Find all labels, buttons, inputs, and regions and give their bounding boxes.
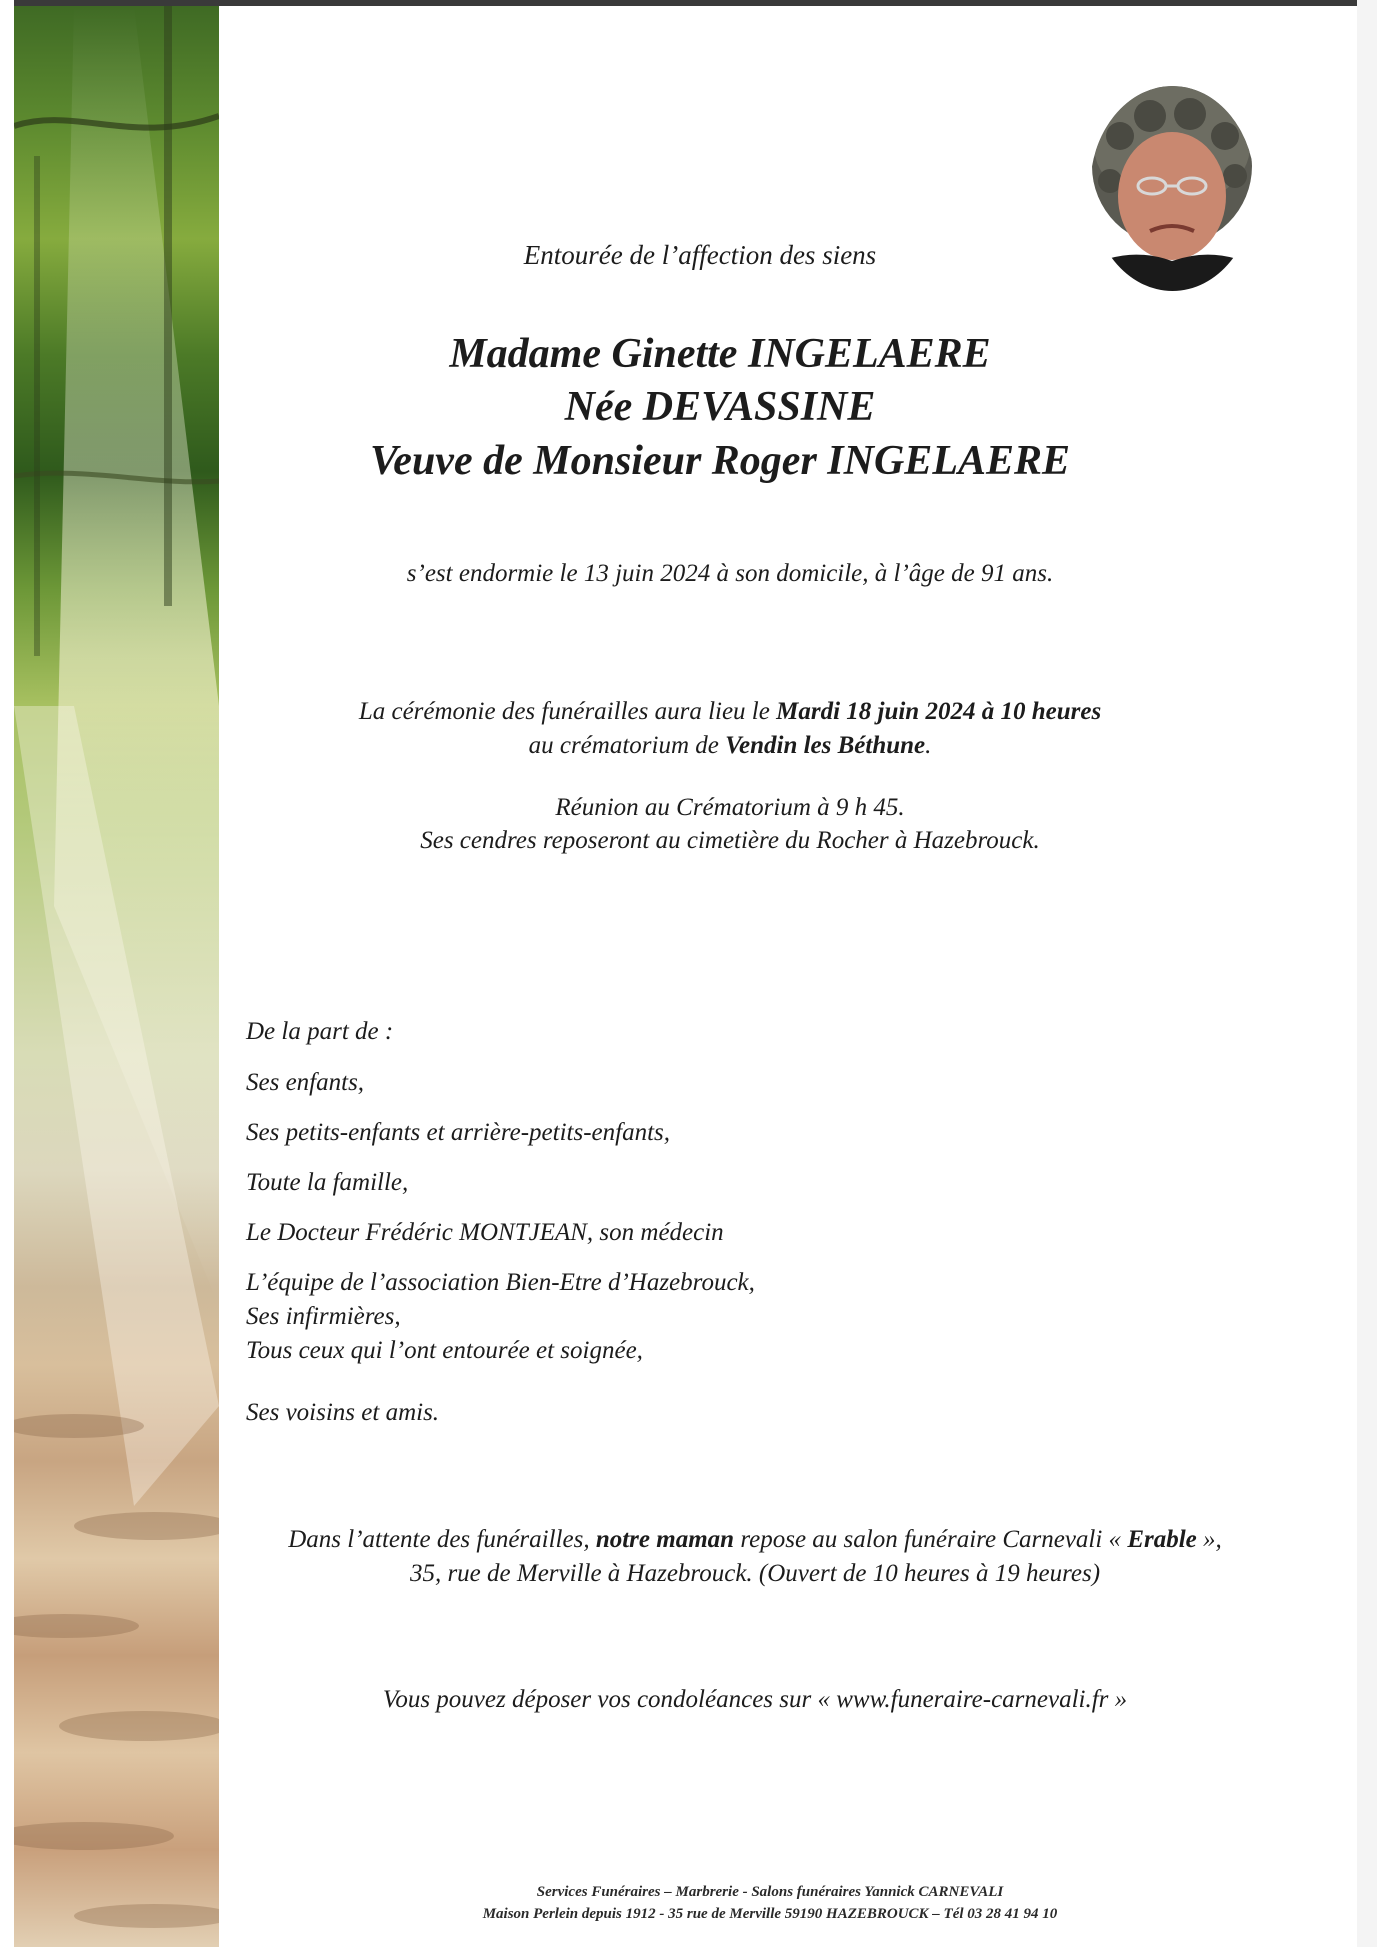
right-margin — [1357, 0, 1377, 1947]
wake-text-a: Dans l’attente des funérailles, — [288, 1526, 596, 1553]
family-item: Ses infirmières, — [246, 1303, 401, 1330]
ashes-location: Ses cendres reposeront au cimetière du Rocher à Hazebrouck. — [420, 827, 1040, 854]
ceremony-place-prefix: au crématorium de — [528, 732, 726, 759]
condolences-line: Vous pouvez déposer vos condoléances sur « www.funeraire-carnevali.fr » — [382, 1686, 1128, 1713]
ceremony-text: La cérémonie des funérailles aura lieu le — [358, 698, 777, 725]
family-item: Tous ceux qui l’ont entourée et soignée, — [246, 1337, 643, 1364]
family-item: Ses enfants, — [246, 1069, 365, 1096]
ceremony-place: Vendin les Béthune — [725, 732, 926, 759]
family-heading: De la part de : — [246, 1018, 394, 1045]
wake-text-b: repose au salon funéraire Carnevali « — [734, 1526, 1128, 1553]
family-item: Toute la famille, — [246, 1169, 409, 1196]
ceremony-line-1 — [300, 698, 1160, 726]
maiden-name: Née DEVASSINE — [564, 384, 876, 430]
death-notice: s’est endormie le 13 juin 2024 à son domicile, à l’âge de 91 ans. — [406, 560, 1054, 587]
ceremony-place-suffix: . — [925, 732, 932, 759]
ceremony-line-2 — [300, 732, 1160, 760]
left-margin — [0, 0, 14, 1947]
forest-sunlight-image — [14, 6, 219, 1947]
family-item: Ses petits-enfants et arrière-petits-enfants, — [246, 1119, 670, 1146]
gathering-time: Réunion au Crématorium à 9 h 45. — [555, 794, 905, 821]
intro-line: Entourée de l’affection des siens — [523, 240, 877, 270]
family-item: Ses voisins et amis. — [246, 1399, 440, 1426]
ceremony-date: Mardi 18 juin 2024 à 10 heures — [776, 698, 1102, 725]
deceased-name: Madame Ginette INGELAERE — [449, 331, 991, 377]
portrait-photo — [1090, 86, 1255, 291]
family-item: Le Docteur Frédéric MONTJEAN, son médecin — [246, 1219, 724, 1246]
wake-line-1 — [230, 1526, 1280, 1554]
wake-bold-maman: notre maman — [595, 1526, 735, 1553]
family-item: L’équipe de l’association Bien-Etre d’Hazebrouck, — [246, 1269, 755, 1296]
widow-of: Veuve de Monsieur Roger INGELAERE — [369, 438, 1071, 484]
footer-line-1: Services Funéraires – Marbrerie - Salons funéraires Yannick CARNEVALI — [536, 1884, 1004, 1900]
wake-text-c: », — [1196, 1526, 1222, 1553]
footer-line-2: Maison Perlein depuis 1912 - 35 rue de Merville 59190 HAZEBROUCK – Tél 03 28 41 94 10 — [482, 1906, 1058, 1922]
wake-salon-name: Erable — [1127, 1526, 1197, 1553]
wake-line-2: 35, rue de Merville à Hazebrouck. (Ouvert de 10 heures à 19 heures) — [409, 1560, 1101, 1587]
